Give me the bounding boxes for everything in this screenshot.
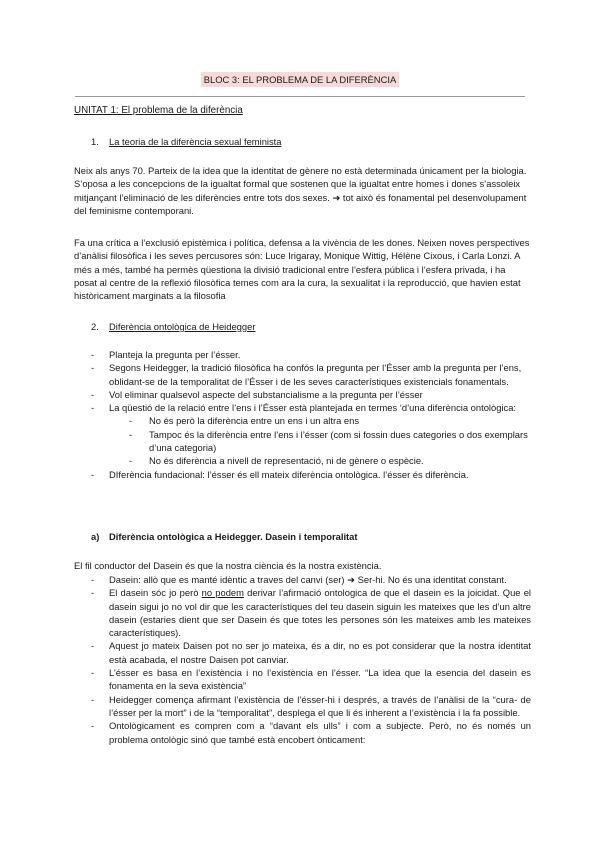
list-item (91, 586, 531, 639)
paragraph-1-text: Neix als anys 70. Parteix de la idea que la identitat de gènere no està determinada únicament per la biologia. S’oposa a les concepcions de la igualtat formal que sostenen que la igualtat entre homes i dones s’assoleix mitjançant l’eliminació de les diferències entre tots dos sexes. ➜ tot això és fonamental pel desenvolupament del feminisme contemporani. (74, 165, 527, 216)
sublist-item: - No és però la diferència entre un ens i un altra ens (91, 414, 531, 427)
section-2-number: 2. (91, 321, 99, 332)
list-item: - Dasein: allò que es manté idèntic a traves del canvi (ser) ➜ Ser-hi. No és una identitat constant. (91, 573, 531, 586)
list-item: - Aquest jo mateix Daisen pot no ser jo mateixa, és a dir, no es pot considerar que la nostra identitat està acabada, el nostre Daisen pot canviar. (91, 639, 531, 666)
section-1-heading (91, 135, 282, 148)
list-item: - Segons Heidegger, la tradició filosòfica ha confós la pregunta per l’Ésser amb la pregunta per l’ens, oblidant-se de la temporalitat de l’Ésser i de les seves característiques existencials fonamentals. (91, 361, 531, 388)
unit-heading: UNITAT 1: El problema de la diferència (74, 105, 243, 116)
list-item-text: El dasein sóc jo però (109, 587, 202, 599)
list-item: - Ontològicament es compren com a “davant els ulls” i com a subjecte. Però, no és només un problema ontològic sinó que també està encobert ònticament: (91, 719, 531, 746)
section-2-title: Diferència ontològica de Heidegger (109, 321, 256, 332)
title-divider (75, 96, 525, 97)
document-title: BLOC 3: EL PROBLEMA DE LA DIFERÈNCIA (201, 72, 399, 87)
underlined-text: no podem (201, 587, 244, 599)
list-item: - L’ésser es basa en l’existència i no l’existència en l’ésser. “La idea que la esencia del dasein es fonamenta en la seva existència” (91, 666, 531, 693)
subsection-a-label: a) (91, 531, 100, 542)
subsection-a-title: Diferència ontològica a Heidegger. Dasein i temporalitat (109, 531, 358, 542)
title-block (0, 72, 600, 87)
section-2-sublist (91, 414, 531, 467)
sublist-item: - Tampoc és la diferència entre l’ens i l’ésser (com si fossin dues categories o dos exemplars d’una categoria) (91, 428, 531, 455)
subsection-a-list (91, 573, 531, 746)
paragraph-3 (74, 559, 530, 572)
sublist-item: - No és diferència a nivell de representació, ni de gènere o espècie. (91, 454, 531, 467)
list-item-text: derivar l’afirmació ontologica de que el dasein es la joicidat. Que el dasein sigui jo no vol dir que les característiques del teu dasein siguin les mateixes que les d’un altre dasein (estaries dient que ser Dasein és que totes les persones són les mateixes amb les mateixes característiques). (109, 587, 531, 639)
list-item-text: La qüestió de la relació entre l’ens i l’Ésser està plantejada en termes ‘d’una diferència ontològica: (109, 402, 517, 414)
section-1-title: La teoria de la diferència sexual feminista (109, 136, 282, 147)
list-item: - Planteja la pregunta per l’ésser. (91, 348, 531, 361)
list-item: - DIferència fundacional: l’ésser és ell mateix diferència ontològica. l’ésser és diferència. (91, 468, 531, 481)
paragraph-2 (74, 236, 530, 302)
list-item: - Heidegger comença afirmant l’existència de l’ésser-hi i després, a través de l’anàlisi de la “cura- de l’ésser per la mort” i de la “temporalitat”, desplega el que li és inherent a l’existència i la fa possible. (91, 693, 531, 720)
paragraph-2-text: Fa una crítica a l’exclusió epistèmica i política, defensa a la vivència de les dones. Neixen noves perspectives d’anàlisi filosòfica i les seves percusores són: Luce Irigaray, Monique Wittig, Hélène Cixous, i Carla Lonzi. A més a més, també ha permès qüestiona la divisió tradicional entre l’esfera pública i l’esfera privada, i ha posat al centre de la reflexió filosòfica temes com ara la cura, la sexualitat i la reproducció, que havien estat històricament marginats a la filosofia (74, 237, 530, 302)
section-2-list (91, 348, 531, 481)
paragraph-3-text: El fil conductor del Dasein és que la nostra ciència és la nostra existència. (74, 560, 382, 571)
list-item (91, 401, 531, 467)
section-2-heading (91, 320, 255, 333)
section-1-number: 1. (91, 136, 99, 147)
list-item: - Vol eliminar qualsevol aspecte del substancialisme a la pregunta per l’ésser (91, 388, 531, 401)
paragraph-1 (74, 164, 530, 217)
subsection-a-heading (91, 530, 358, 543)
